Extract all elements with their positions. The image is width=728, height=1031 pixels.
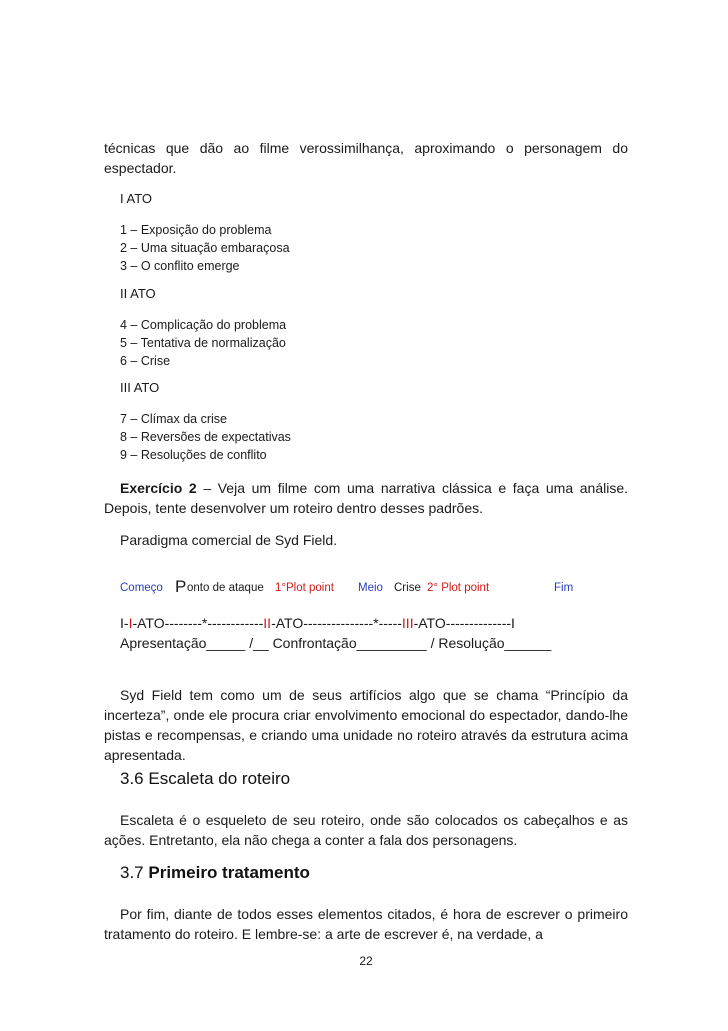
- syd-field-paragraph: Syd Field tem como um de seus artifícios algo que se chama “Princípio da incerteza”, onde ele procura criar envolvimento emocional do espectador, dando-lhe pistas e recompensas, e criando uma unidade no roteiro através da estrutura acima apresentada.: [104, 687, 628, 763]
- act-1-title: I ATO: [120, 191, 153, 206]
- timeline-seg: -ATO---------------*-----: [271, 615, 402, 631]
- label-crise: Crise: [394, 582, 421, 594]
- exercise-label: Exercício 2: [120, 480, 197, 496]
- list-item: 5 – Tentativa de normalização: [120, 336, 286, 350]
- list-item: 9 – Resoluções de conflito: [120, 448, 267, 462]
- paradigm-title: Paradigma comercial de Syd Field.: [120, 532, 338, 548]
- act-1-list: [120, 221, 290, 275]
- act-2-list: [120, 316, 286, 370]
- label-plot-point-2: 2° Plot point: [427, 582, 490, 594]
- list-item: 8 – Reversões de expectativas: [120, 430, 291, 444]
- list-item: 1 – Exposição do problema: [120, 223, 272, 237]
- label-meio: Meio: [358, 582, 383, 594]
- final-paragraph: Por fim, diante de todos esses elementos citados, é hora de escrever o primeiro tratamento do roteiro. E lembre-se: a arte de escrever é, na verdade, a: [104, 906, 628, 942]
- label-comeco: Começo: [120, 582, 163, 594]
- list-item: 7 – Clímax da crise: [120, 412, 227, 426]
- list-item: 6 – Crise: [120, 354, 171, 368]
- page-number: 22: [359, 954, 373, 968]
- list-item: 2 – Uma situação embaraçosa: [120, 241, 290, 255]
- label-fim: Fim: [554, 582, 574, 594]
- timeline-line-1: [120, 613, 515, 633]
- section-heading-3-6: [120, 768, 290, 790]
- timeline-act-ii: II: [263, 615, 272, 631]
- section-heading-3-7: [120, 862, 310, 884]
- timeline-act-i: I: [128, 615, 133, 631]
- timeline-line-2: Apresentação_____ /__ Confrontação_________ / Resolução______: [120, 635, 552, 651]
- act-2-title: II ATO: [120, 286, 156, 301]
- label-ponto-ataque: onto de ataque: [187, 582, 264, 594]
- plot-point-labels: [120, 577, 620, 602]
- timeline-seg: I-: [120, 615, 129, 631]
- escaleta-paragraph: Escaleta é o esqueleto de seu roteiro, onde são colocados os cabeçalhos e as ações. Entretanto, ela não chega a conter a fala dos personagens.: [104, 812, 628, 848]
- timeline-seg: -ATO--------------I: [413, 615, 515, 631]
- section-number: 3.6: [120, 769, 149, 788]
- list-item: 3 – O conflito emerge: [120, 259, 240, 273]
- section-title: Escaleta do roteiro: [148, 769, 291, 788]
- label-plot-point-1: 1°Plot point: [275, 582, 334, 594]
- list-item: 4 – Complicação do problema: [120, 318, 287, 332]
- timeline-act-iii: III: [401, 615, 414, 631]
- document-page: [104, 0, 628, 1031]
- act-3-list: [120, 410, 291, 464]
- section-title: Primeiro tratamento: [148, 863, 310, 882]
- section-number: 3.7: [120, 863, 149, 882]
- timeline-seg: -ATO--------*------------: [132, 615, 264, 631]
- exercise-text: – Veja um filme com uma narrativa clássica e faça uma análise. Depois, tente desenvolver um roteiro dentro desses padrões.: [104, 480, 628, 516]
- intro-paragraph: técnicas que dão ao filme verossimilhança, aproximando o personagem do espectador.: [104, 140, 628, 176]
- act-3-title: III ATO: [120, 380, 160, 395]
- exercise-paragraph: [104, 478, 628, 518]
- label-ponto-initial: P: [175, 577, 187, 596]
